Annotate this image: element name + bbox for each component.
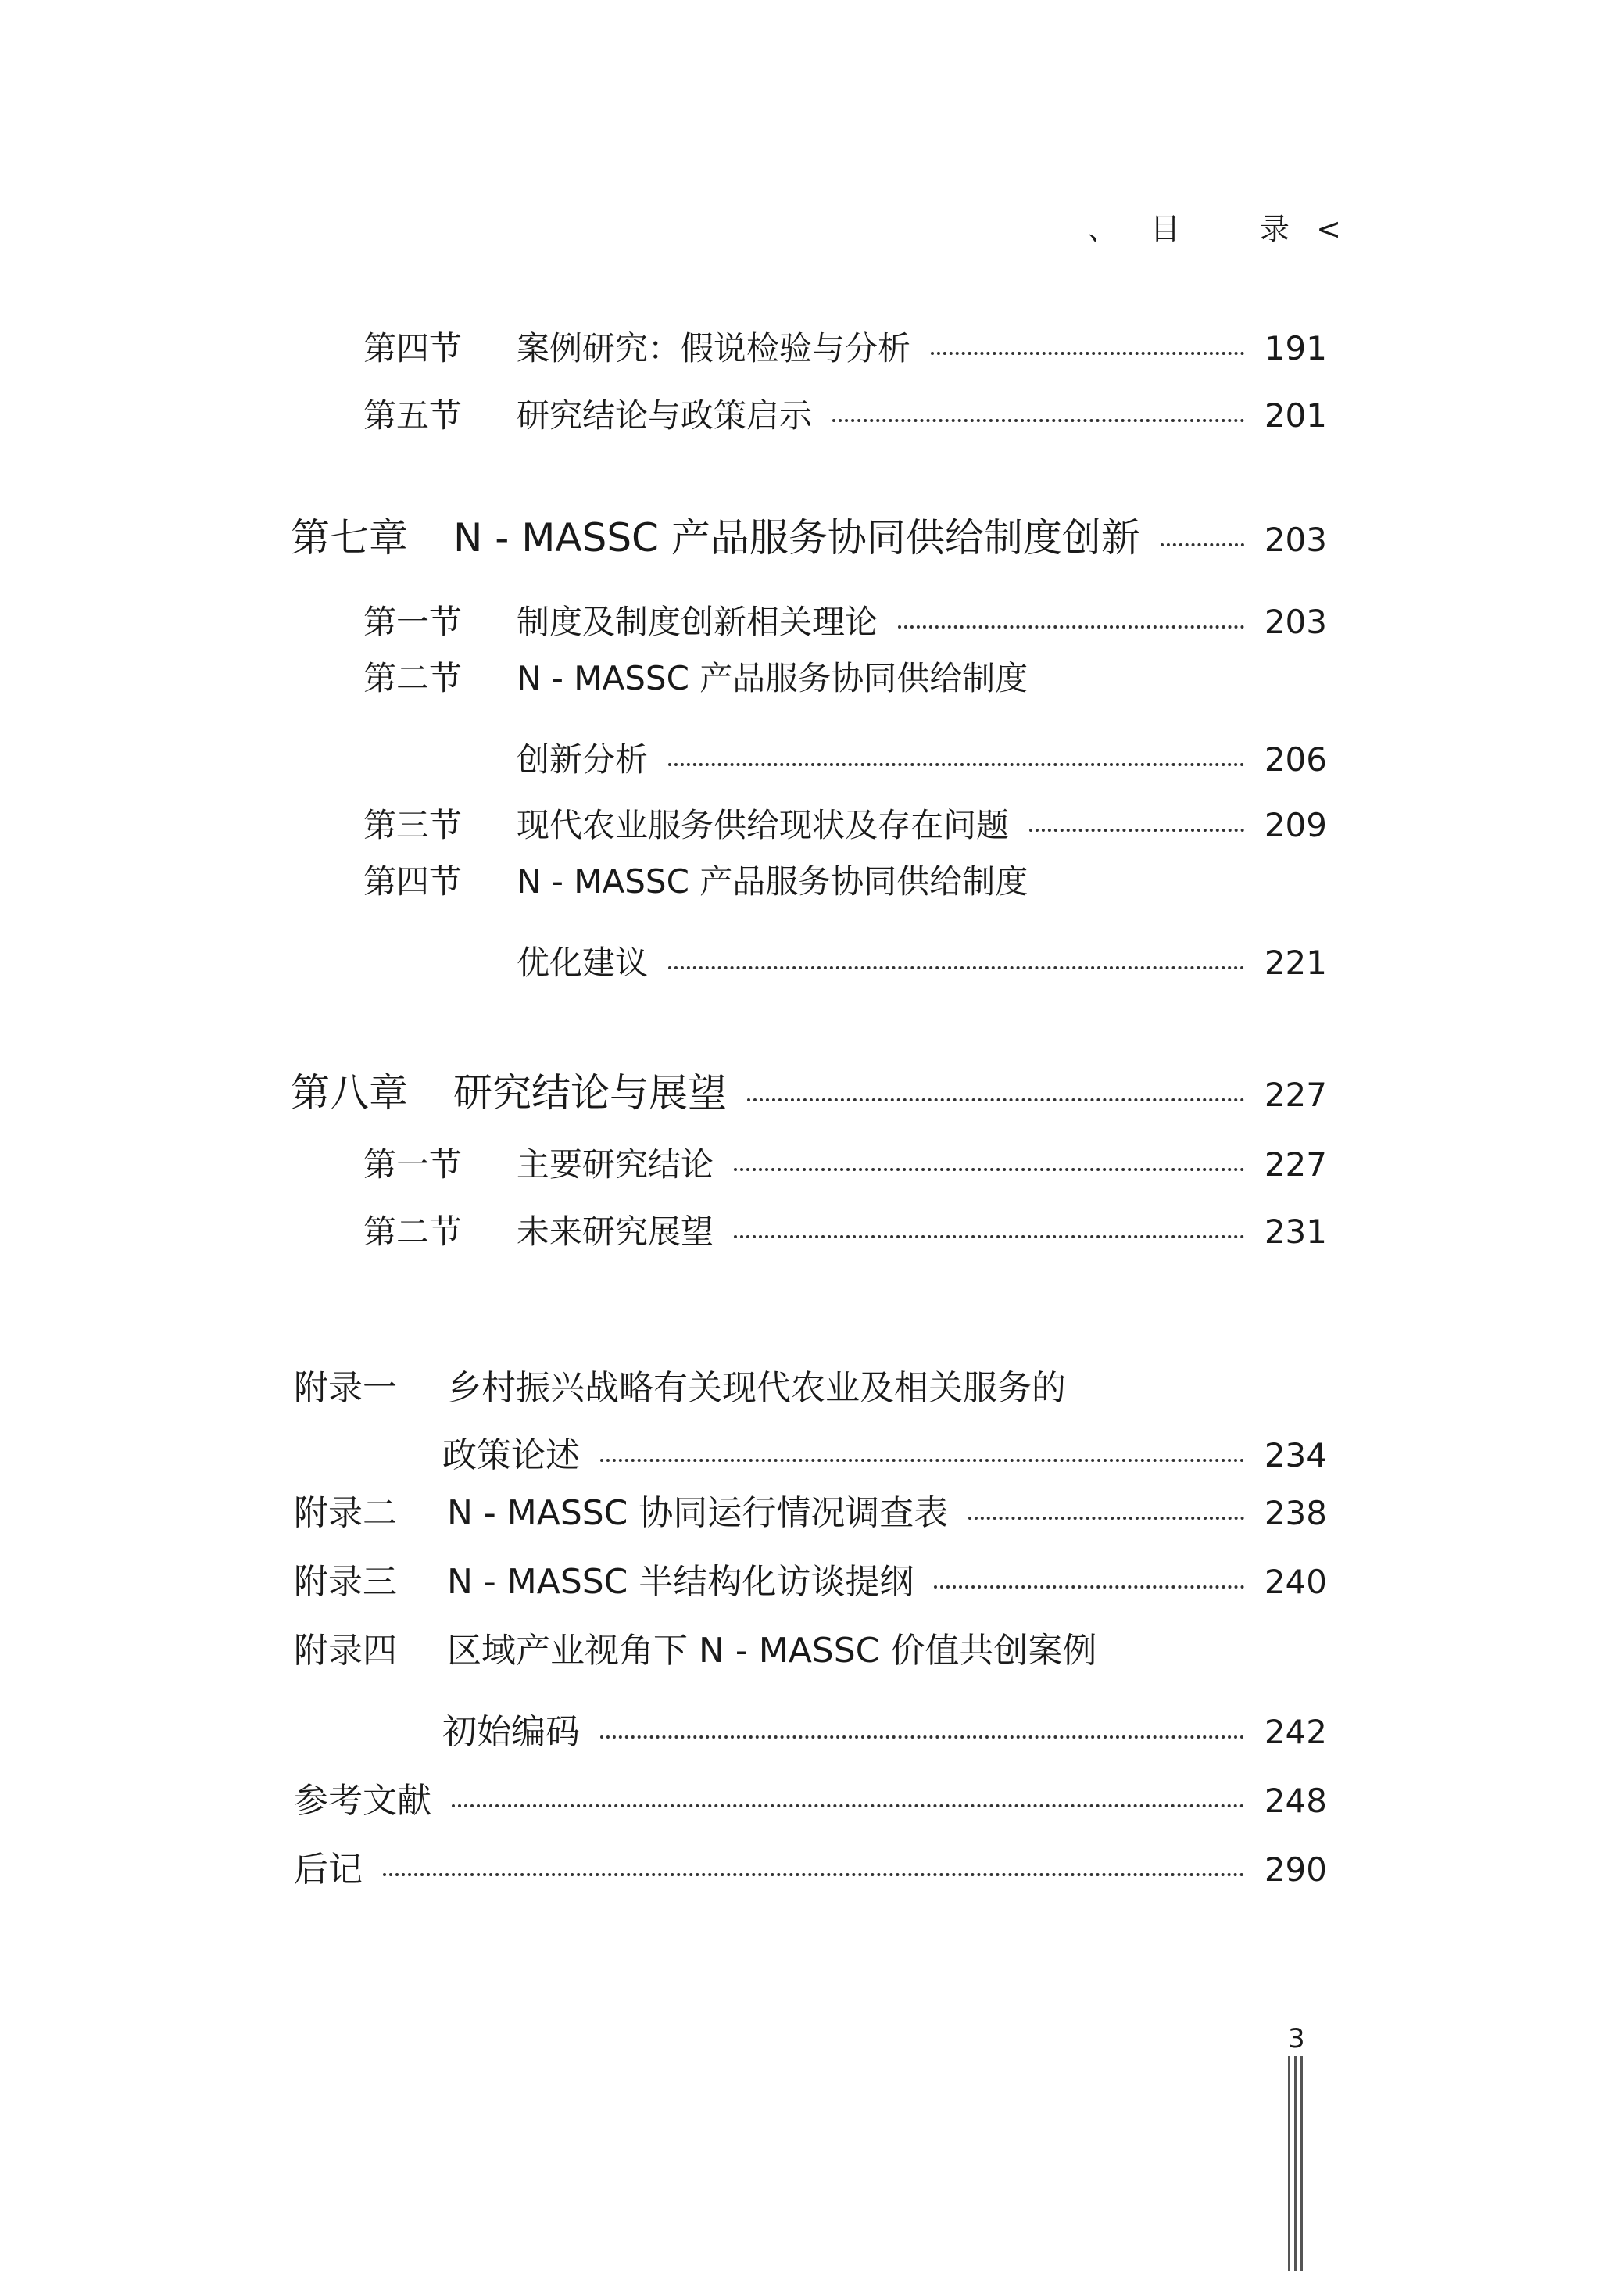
toc-entry-page: 242	[1264, 1713, 1327, 1751]
toc-entry-title: N - MASSC 产品服务协同供给制度	[517, 862, 1028, 901]
toc-entry-page: 234	[1264, 1436, 1327, 1474]
toc-entry-number: 第七章	[291, 515, 408, 561]
toc-entry[interactable]	[363, 802, 1327, 849]
dot-leader	[383, 1873, 1244, 1876]
toc-entry-number: 第三节	[363, 806, 463, 844]
running-header	[1088, 205, 1343, 248]
toc-postscript-entry[interactable]	[294, 1847, 1327, 1893]
page-number: 3	[1288, 2023, 1305, 2054]
toc-entry-number: 附录四	[294, 1631, 397, 1671]
dot-leader	[1029, 829, 1244, 832]
toc-entry-title: 研究结论与展望	[453, 1070, 727, 1116]
toc-entry-page: 203	[1264, 603, 1327, 641]
toc-chapter-entry[interactable]	[291, 1069, 1327, 1116]
header-arrow-icon: <	[1316, 212, 1343, 246]
toc-chapter-entry[interactable]	[291, 514, 1327, 561]
toc-entry-first-line[interactable]	[363, 858, 1028, 905]
toc-entry-title: 案例研究：假说检验与分析	[517, 329, 911, 367]
toc-entry-page: 201	[1264, 396, 1327, 435]
toc-entry-title: 乡村振兴战略有关现代农业及相关服务的	[447, 1368, 1066, 1408]
dot-leader	[452, 1804, 1244, 1807]
dot-leader	[832, 419, 1244, 422]
toc-entry-number: 附录二	[294, 1493, 397, 1533]
toc-entry-title: 主要研究结论	[517, 1145, 714, 1184]
dot-leader	[934, 1585, 1243, 1589]
toc-entry-number: 第一节	[363, 603, 463, 641]
toc-entry-number: 附录一	[294, 1368, 397, 1408]
toc-entry-title: 未来研究展望	[517, 1213, 714, 1251]
header-word-mu: 目	[1150, 212, 1182, 246]
toc-entry-title-continued: 优化建议	[517, 944, 649, 982]
margin-rule	[1300, 2056, 1303, 2271]
dot-leader	[600, 1459, 1244, 1462]
toc-entry-title: N - MASSC 产品服务协同供给制度	[517, 659, 1028, 697]
dot-leader	[600, 1735, 1244, 1739]
toc-entry-page: 227	[1264, 1076, 1327, 1114]
toc-entry-page: 209	[1264, 806, 1327, 844]
toc-entry-number: 第二节	[363, 1213, 463, 1251]
toc-entry-number: 附录三	[294, 1562, 397, 1602]
toc-entry-number: 第二节	[363, 659, 463, 697]
toc-entry[interactable]	[363, 1209, 1327, 1255]
toc-entry[interactable]	[517, 940, 1327, 987]
toc-entry-page: 206	[1264, 740, 1327, 779]
toc-entry-title: 研究结论与政策启示	[517, 396, 813, 435]
toc-entry-page: 203	[1264, 521, 1327, 559]
toc-entry-page: 240	[1264, 1563, 1327, 1601]
toc-appendix-first-line[interactable]	[294, 1365, 1066, 1412]
dot-leader	[734, 1168, 1244, 1171]
dot-leader	[1161, 543, 1244, 546]
dot-leader	[747, 1098, 1244, 1101]
margin-rule	[1294, 2056, 1297, 2271]
dot-leader	[668, 763, 1244, 766]
toc-entry-number: 第四节	[363, 862, 463, 901]
toc-entry[interactable]	[363, 599, 1327, 646]
toc-entry-page: 290	[1264, 1850, 1327, 1889]
toc-entry-first-line[interactable]	[363, 655, 1028, 702]
dot-leader	[968, 1517, 1243, 1520]
toc-appendix-entry[interactable]	[294, 1559, 1327, 1606]
toc-entry-title: N - MASSC 产品服务协同供给制度创新	[453, 515, 1140, 561]
dot-leader	[734, 1235, 1244, 1238]
toc-entry-page: 231	[1264, 1213, 1327, 1251]
toc-entry-title: N - MASSC 协同运行情况调查表	[447, 1493, 949, 1533]
dot-leader	[668, 966, 1244, 969]
toc-entry-number: 参考文献	[294, 1781, 431, 1821]
toc-entry-number: 第八章	[291, 1070, 408, 1116]
toc-entry[interactable]	[517, 736, 1327, 783]
toc-entry-number: 第一节	[363, 1145, 463, 1184]
toc-entry[interactable]	[442, 1709, 1327, 1756]
toc-entry-number: 第四节	[363, 329, 463, 367]
toc-entry[interactable]	[363, 325, 1327, 372]
toc-entry-page: 248	[1264, 1782, 1327, 1820]
toc-entry-title: 制度及制度创新相关理论	[517, 603, 878, 641]
toc-entry-number: 后记	[294, 1850, 363, 1890]
toc-references-entry[interactable]	[294, 1778, 1327, 1825]
dot-leader	[931, 352, 1244, 355]
toc-entry-title: 区域产业视角下 N - MASSC 价值共创案例	[447, 1631, 1097, 1671]
toc-entry[interactable]	[363, 1141, 1327, 1188]
toc-entry-page: 191	[1264, 329, 1327, 367]
toc-entry[interactable]	[442, 1432, 1327, 1479]
toc-entry-title-continued: 政策论述	[442, 1435, 580, 1475]
toc-entry-title: 现代农业服务供给现状及存在问题	[517, 806, 1010, 844]
toc-entry-number: 第五节	[363, 396, 463, 435]
margin-rule	[1288, 2056, 1290, 2271]
header-word-lu: 录	[1260, 212, 1292, 246]
toc-appendix-first-line[interactable]	[294, 1628, 1096, 1675]
toc-entry-page: 221	[1264, 944, 1327, 982]
toc-entry-title: N - MASSC 半结构化访谈提纲	[447, 1562, 914, 1602]
toc-entry-title-continued: 初始编码	[442, 1712, 580, 1752]
toc-appendix-entry[interactable]	[294, 1490, 1327, 1537]
toc-entry-page: 227	[1264, 1145, 1327, 1184]
dot-leader	[898, 625, 1244, 629]
toc-entry-title-continued: 创新分析	[517, 740, 649, 779]
header-mark: 、	[1087, 212, 1119, 246]
toc-entry[interactable]	[363, 392, 1327, 439]
toc-entry-page: 238	[1264, 1494, 1327, 1532]
